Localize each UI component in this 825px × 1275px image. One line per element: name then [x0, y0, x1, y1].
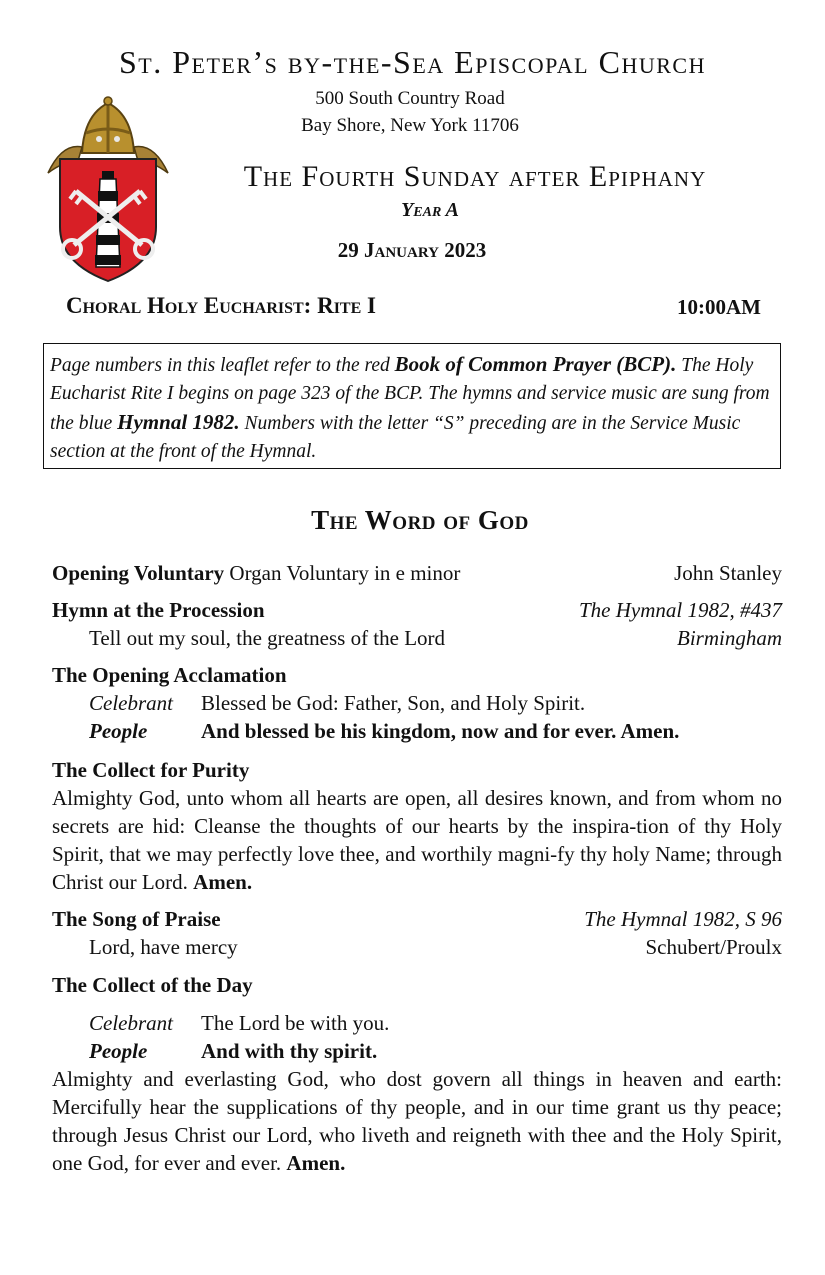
notice-bcp-bold: Book of Common Prayer (BCP). [394, 352, 677, 376]
collect-people-text: And with thy spirit. [201, 1039, 378, 1063]
collect-day-label: The Collect of the Day [52, 973, 253, 997]
voluntary-label: Opening Voluntary [52, 561, 225, 585]
notice-box [43, 343, 781, 469]
address-line-2: Bay Shore, New York 11706 [301, 115, 519, 136]
praise-title: Lord, have mercy [89, 935, 238, 959]
voluntary-title: Organ Voluntary in e minor [224, 561, 461, 585]
praise-composer: Schubert/Proulx [645, 935, 782, 959]
collect-celebrant-role: Celebrant [89, 1011, 173, 1035]
section-heading: The Word of God [311, 505, 529, 535]
purity-label: The Collect for Purity [52, 758, 250, 782]
procession-label: Hymn at the Procession [52, 598, 265, 622]
collect-people-role: People [89, 1039, 148, 1063]
praise-label: The Song of Praise [52, 907, 221, 931]
diocesan-seal-icon [42, 95, 174, 285]
collect-day-text: Almighty and everlasting God, who dost govern all things in heaven and earth: Mercifully hear the supplications of thy people, and in our time grant us thy peace; through Jesus Christ our Lord, who liveth and reigneth with thee and the Holy Spirit, one God, for ever and ever. [52, 1067, 782, 1175]
purity-amen: Amen. [193, 870, 253, 894]
procession-hymn [52, 596, 782, 652]
praise-source: The Hymnal 1982, S 96 [584, 907, 782, 931]
procession-hymn-title: Tell out my soul, the greatness of the Lord [89, 626, 446, 650]
purity-text: Almighty God, unto whom all hearts are open, all desires known, and from whom no secrets are hid: Cleanse the thoughts of our hearts by the inspira-tion of thy Holy Spirit, that we may perfectly love thee, and worthily magni-fy thy holy Name; through Christ our Lord. [52, 786, 782, 894]
notice-text-1: Page numbers in this leaflet refer to the red [50, 355, 395, 376]
collect-celebrant-text: The Lord be with you. [201, 1011, 390, 1035]
celebrant-role: Celebrant [89, 691, 173, 715]
notice-hymnal-bold: Hymnal 1982. [117, 410, 240, 434]
collect-day-amen: Amen. [286, 1151, 346, 1175]
people-role: People [89, 719, 148, 743]
people-text: And blessed be his kingdom, now and for ever. Amen. [201, 719, 680, 743]
acclamation-label: The Opening Acclamation [52, 663, 287, 687]
liturgical-year: Year A [401, 199, 459, 221]
address-line-1: 500 South Country Road [315, 88, 505, 109]
opening-voluntary [52, 559, 782, 587]
notice-text-3: Numbers with the letter “S” preceding are in the Service Music section at the front of the Hymnal. [50, 413, 741, 462]
service-title: Choral Holy Eucharist: Rite I [66, 293, 376, 318]
sunday-title: The Fourth Sunday after Epiphany [243, 160, 707, 193]
song-of-praise [52, 905, 782, 961]
collect-of-the-day [52, 971, 782, 1177]
procession-tune: Birmingham [677, 626, 782, 650]
service-date: 29 January 2023 [337, 238, 487, 262]
service-time: 10:00AM [677, 295, 761, 319]
voluntary-composer: John Stanley [674, 561, 782, 585]
procession-source: The Hymnal 1982, #437 [579, 598, 782, 622]
opening-acclamation [52, 661, 782, 745]
church-name: St. Peter’s by-the-Sea Episcopal Church [119, 44, 706, 80]
notice-text-2: The Holy Eucharist Rite I begins on page 323 of the BCP. The hymns and service music are sung from the blue [50, 355, 770, 434]
celebrant-text: Blessed be God: Father, Son, and Holy Spirit. [201, 691, 586, 715]
collect-for-purity [52, 756, 782, 896]
